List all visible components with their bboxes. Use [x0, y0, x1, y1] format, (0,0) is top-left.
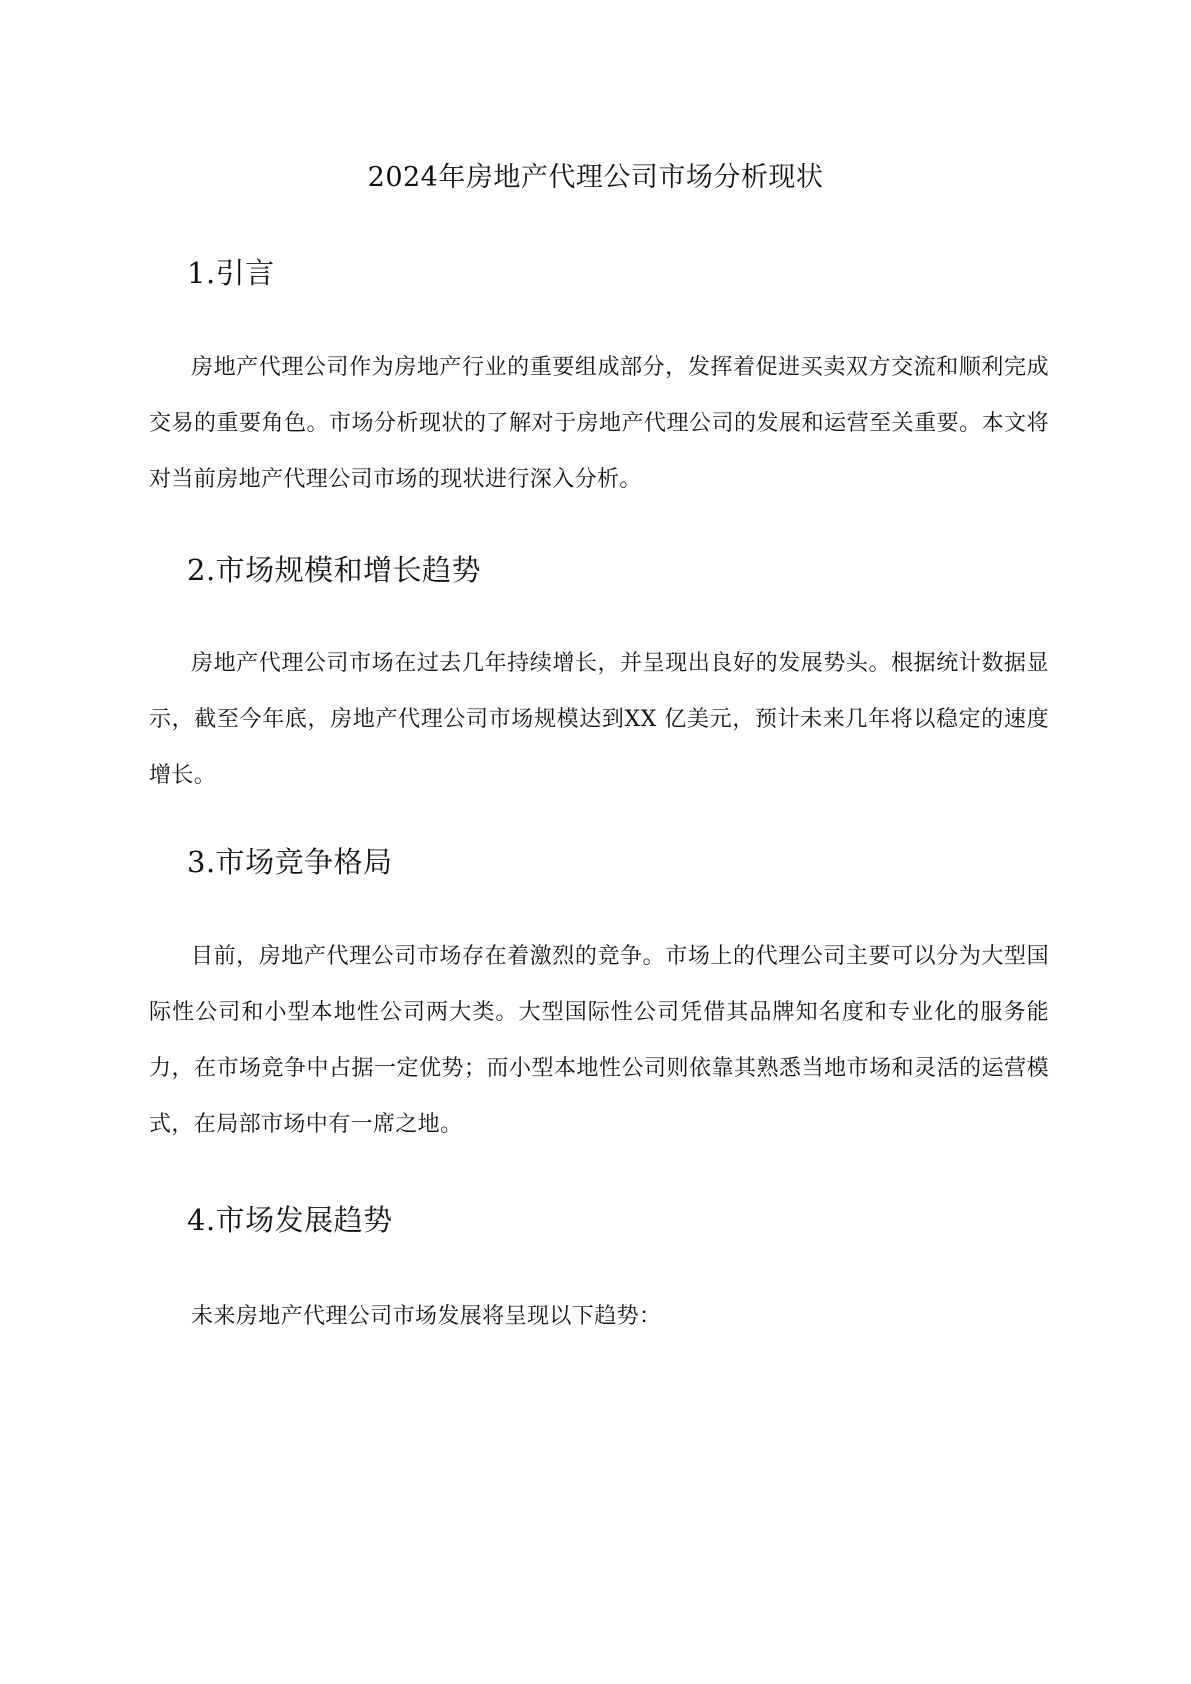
section-paragraph-introduction: 房地产代理公司作为房地产行业的重要组成部分，发挥着促进买卖双方交流和顺利完成交易的重要角色。市场分析现状的了解对于房地产代理公司的发展和运营至关重要。本文将对当前房地产代理公司市场的现状进行深入分析。	[149, 355, 1049, 492]
section-paragraph-trends: 未来房地产代理公司市场发展将呈现以下趋势：	[191, 1304, 662, 1329]
section-paragraph-market-size: 房地产代理公司市场在过去几年持续增长，并呈现出良好的发展势头。根据统计数据显示，截至今年底，房地产代理公司市场规模达到XX 亿美元，预计未来几年将以稳定的速度增长。	[149, 651, 1049, 788]
section-heading-introduction: 1.引言	[187, 256, 275, 290]
section-paragraph-competition: 目前，房地产代理公司市场存在着激烈的竞争。市场上的代理公司主要可以分为大型国际性公司和小型本地性公司两大类。大型国际性公司凭借其品牌知名度和专业化的服务能力，在市场竞争中占据一定优势；而小型本地性公司则依靠其熟悉当地市场和灵活的运营模式，在局部市场中有一席之地。	[149, 944, 1049, 1137]
section-heading-competition: 3.市场竞争格局	[187, 845, 393, 879]
section-heading-market-size: 2.市场规模和增长趋势	[187, 553, 482, 587]
document-title: 2024年房地产代理公司市场分析现状	[367, 162, 824, 193]
section-heading-trends: 4.市场发展趋势	[187, 1203, 393, 1237]
